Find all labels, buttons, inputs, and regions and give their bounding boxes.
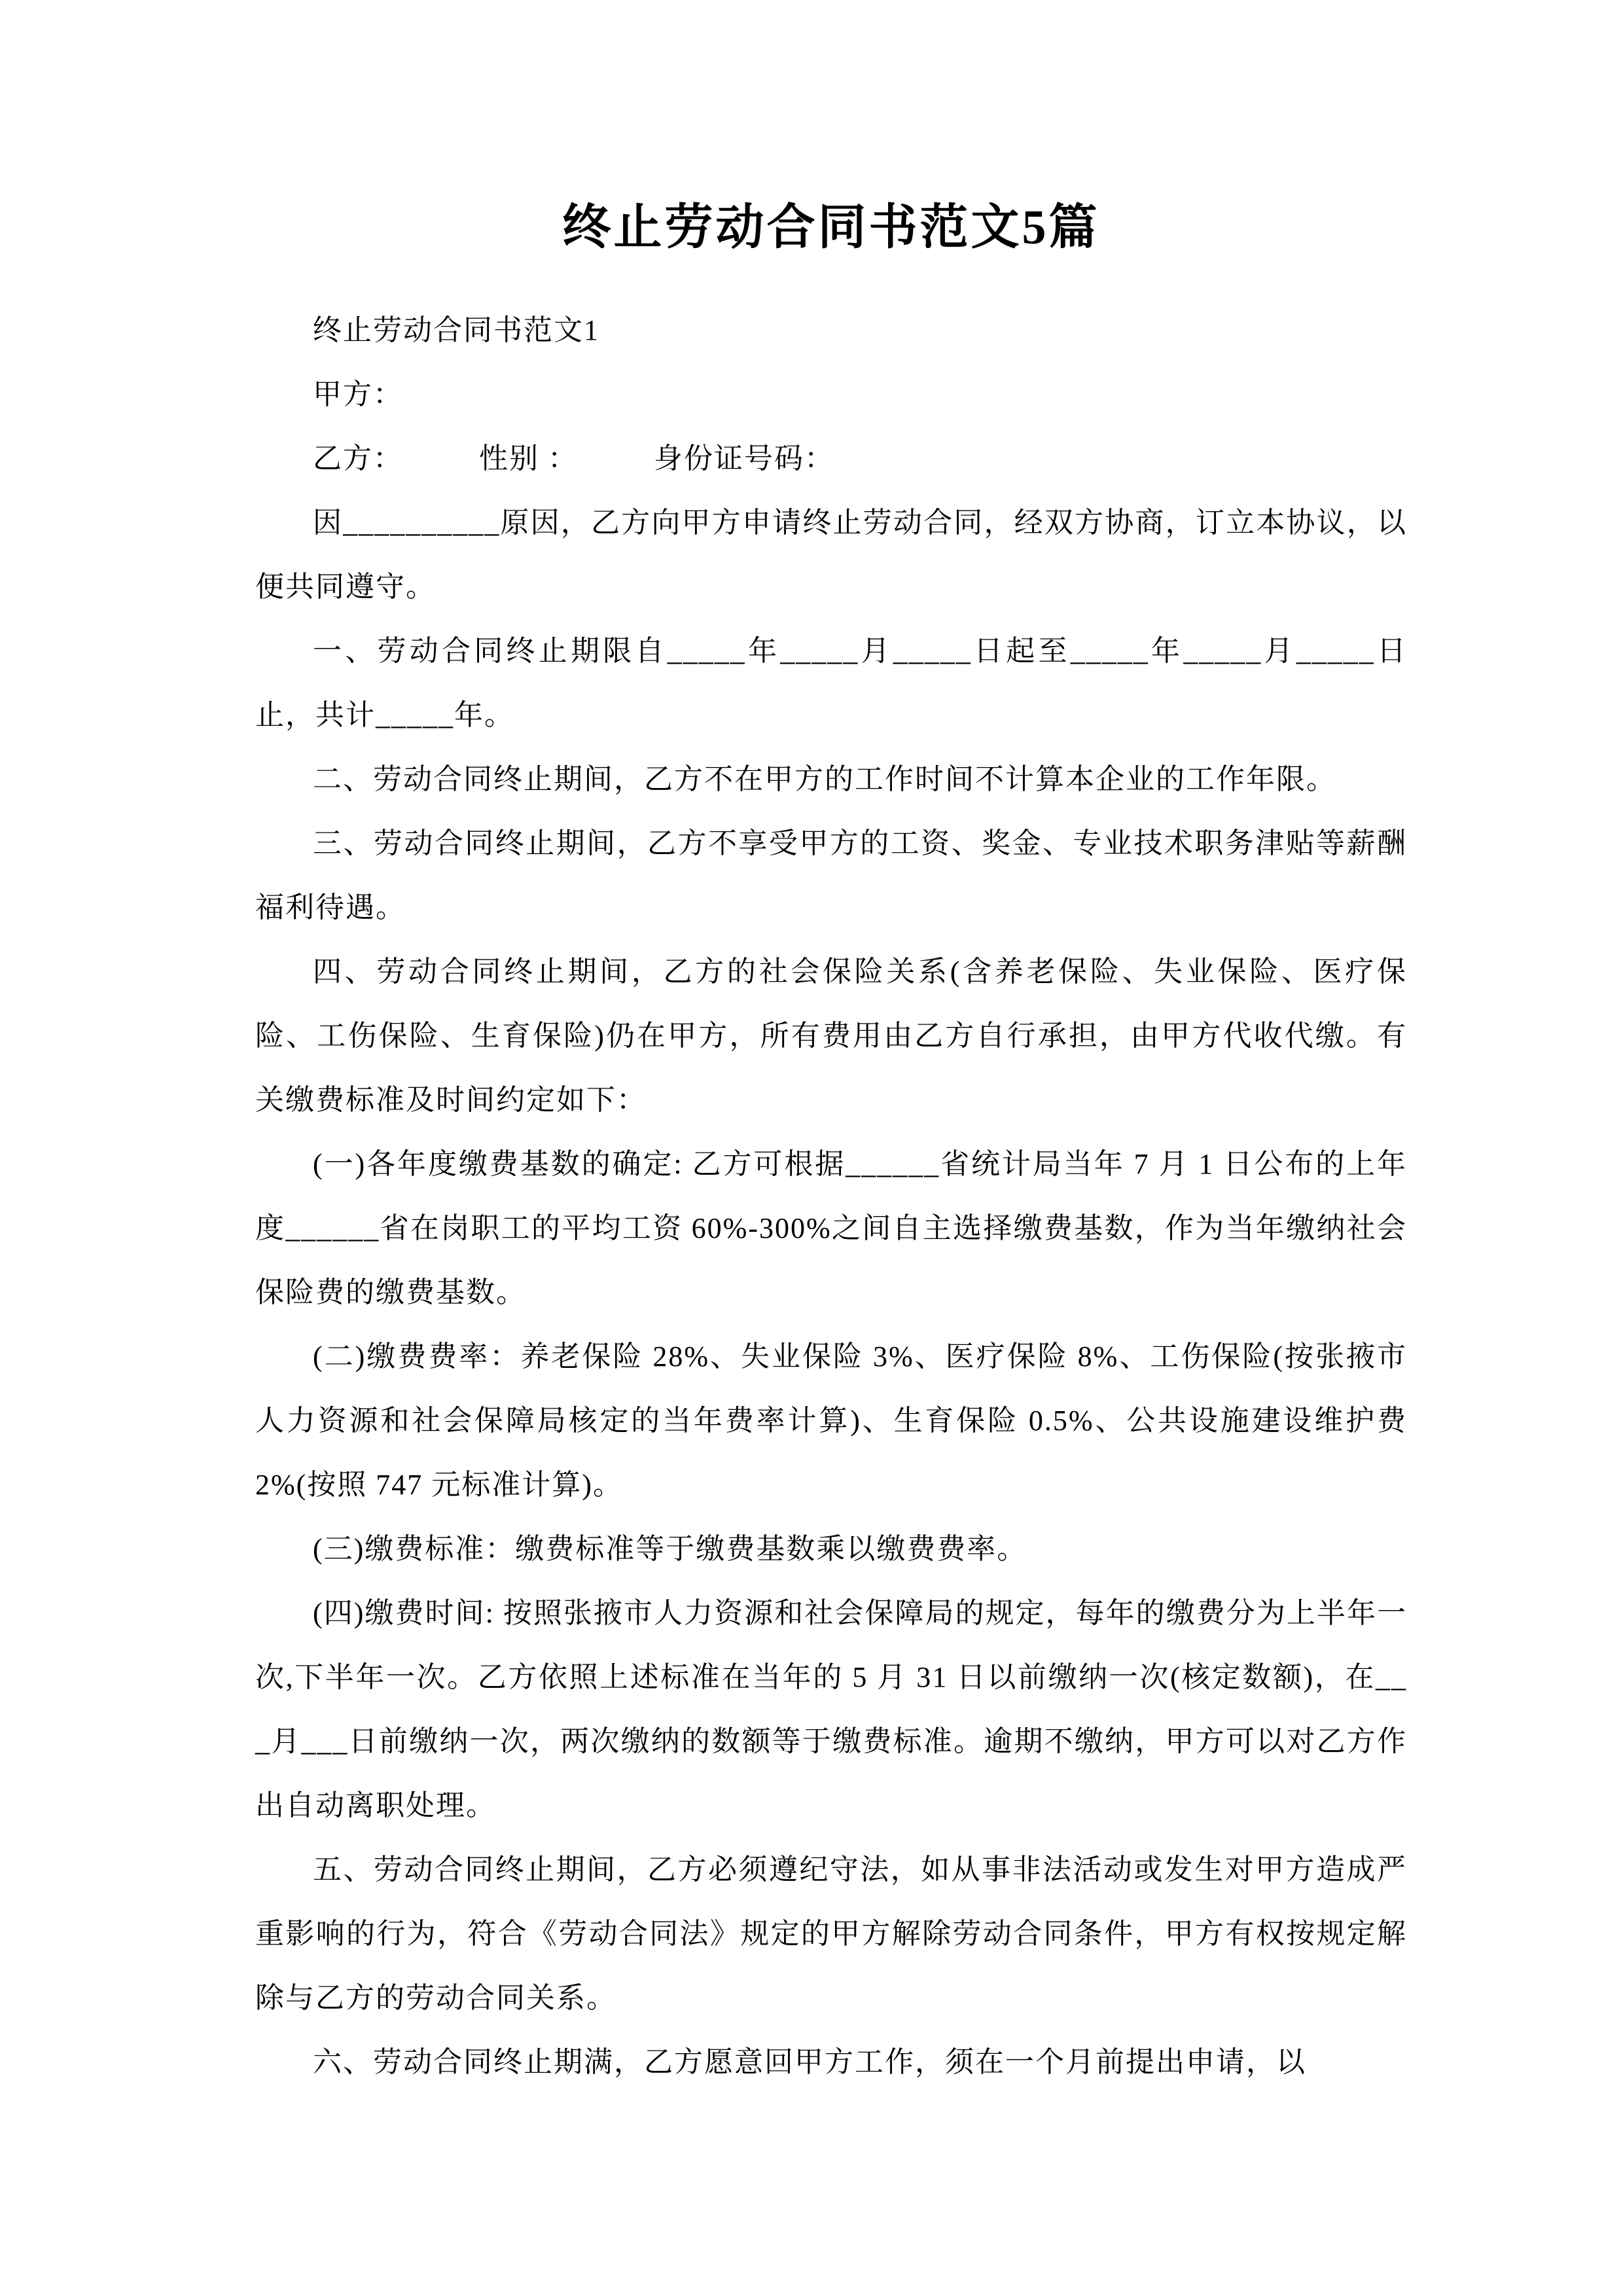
paragraph-clause-4-item-2: (二)缴费费率：养老保险 28%、失业保险 3%、医疗保险 8%、工伤保险(按张掖市人力资源和社会保障局核定的当年费率计算)、生育保险 0.5%、公共设施建设维护费 2%(按照 747 元标准计算)。 [255,1340,1416,1501]
paragraph-clause-4: 四、劳动合同终止期间，乙方的社会保险关系(含养老保险、失业保险、医疗保险、工伤保险、生育保险)仍在甲方，所有费用由乙方自行承担，由甲方代收代缴。有关缴费标准及时间约定如下： [255,956,1407,1117]
paragraph-clause-4-item-3: (三)缴费标准：缴费标准等于缴费基数乘以缴费费率。 [313,1533,1027,1566]
document-body [255,298,1416,2094]
paragraph-party-b: 乙方： 性别 ： 身份证号码： [313,442,834,475]
paragraph-clause-2: 二、劳动合同终止期间，乙方不在甲方的工作时间不计算本企业的工作年限。 [313,763,1336,796]
paragraph-subtitle: 终止劳动合同书范文1 [313,314,599,347]
document-title: 终止劳动合同书范文5篇 [562,201,1100,255]
paragraph-clause-6: 六、劳动合同终止期满，乙方愿意回甲方工作，须在一个月前提出申请，以 [313,2046,1306,2079]
paragraph-clause-3: 三、劳动合同终止期间，乙方不享受甲方的工资、奖金、专业技术职务津贴等薪酬福利待遇。 [255,827,1407,924]
paragraph-clause-1: 一、劳动合同终止期限自_____年_____月_____日起至_____年_____月_____日止，共计_____年。 [255,635,1407,732]
paragraph-clause-4-item-1: (一)各年度缴费基数的确定: 乙方可根据______省统计局当年 7 月 1 日公布的上年度______省在岗职工的平均工资 60%-300%之间自主选择缴费基数，作为当年缴纳社会保险费的缴费基数。 [255,1148,1407,1309]
paragraph-clause-5: 五、劳动合同终止期间，乙方必须遵纪守法，如从事非法活动或发生对甲方造成严重影响的行为，符合《劳动合同法》规定的甲方解除劳动合同条件，甲方有权按规定解除与乙方的劳动合同关系。 [255,1854,1407,2015]
paragraph-party-a: 甲方： [313,378,403,411]
paragraph-intro: 因__________原因，乙方向甲方申请终止劳动合同，经双方协商，订立本协议，以便共同遵守。 [255,507,1407,603]
paragraph-clause-4-item-4: (四)缴费时间: 按照张掖市人力资源和社会保障局的规定，每年的缴费分为上半年一次,下半年一次。乙方依照上述标准在当年的 5 月 31 日以前缴纳一次(核定数额)，在___月___日前缴纳一次，两次缴纳的数额等于缴费标准。逾期不缴纳，甲方可以对乙方作出自动离职处理。 [255,1597,1407,1822]
